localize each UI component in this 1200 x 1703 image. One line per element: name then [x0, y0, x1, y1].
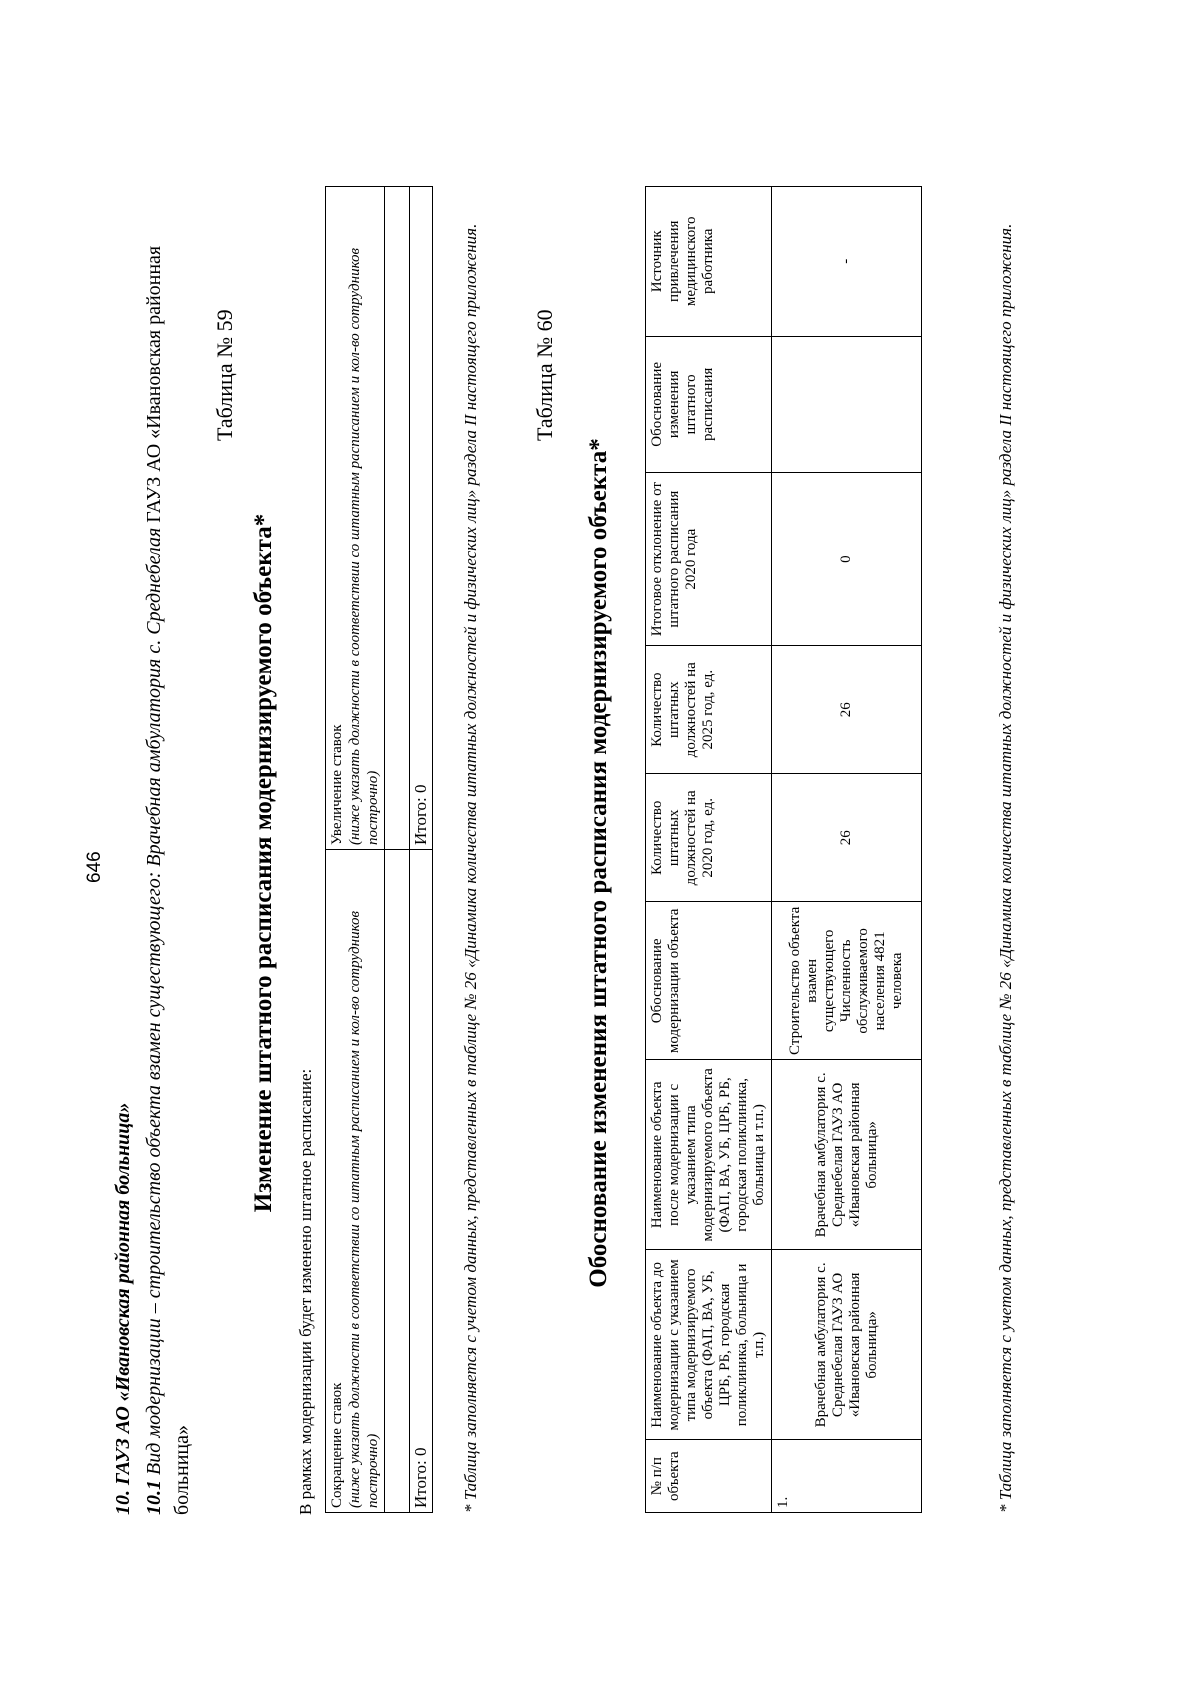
subheading-rest: ГАУЗ АО «Ивановская районная больница»	[143, 245, 193, 1515]
increase-header: Увеличение ставок	[329, 724, 345, 845]
increase-header-cell	[326, 187, 385, 850]
col-header-number: № п/п объекта	[646, 1440, 772, 1513]
table59-intro: В рамках модернизации будет изменено штатное расписание:	[296, 1068, 315, 1515]
col-header-staff-2025: Количество штатных должностей на 2025 год, ед.	[646, 646, 772, 774]
col-header-name-after: Наименование объекта после модернизации с указанием типа модернизируемого объекта (ФАП, ВА, УБ, ЦРБ, РБ, городская поликлиника, больница и т.п.)	[646, 1060, 772, 1250]
cell-source: -	[772, 187, 922, 337]
increase-note: (ниже указать должности в соответствии со штатным расписанием и кол-во сотрудников построчно)	[347, 247, 381, 845]
cell-name-before: Врачебная амбулатория с. Среднебелая ГАУЗ АО «Ивановская районная больница»	[772, 1250, 922, 1440]
increase-total: Итого: 0	[410, 187, 433, 850]
page-number: 646	[84, 851, 105, 883]
cell-deviation: 0	[772, 473, 922, 646]
subheading-italic: Вид модернизации – строительство объекта взамен существующего: Врачебная амбулатория с. Среднебелая	[143, 527, 165, 1480]
table-row	[410, 187, 433, 1513]
empty-cell	[385, 187, 410, 850]
col-header-justification: Обоснование модернизации объекта	[646, 902, 772, 1060]
section-heading: 10. ГАУЗ АО «Ивановская районная больница»	[112, 1102, 134, 1515]
empty-cell	[385, 850, 410, 1513]
reduction-total: Итого: 0	[410, 850, 433, 1513]
table59-footnote: * Таблица заполняется с учетом данных, представленных в таблице № 26 «Динамика количества штатных должностей и физических лиц» раздела II настоящего приложения.	[461, 223, 480, 1513]
cell-name-after: Врачебная амбулатория с. Среднебелая ГАУЗ АО «Ивановская районная больница»	[772, 1060, 922, 1250]
table-header-row	[646, 187, 772, 1513]
staffing-justification-table	[645, 186, 922, 1513]
staffing-change-table	[325, 186, 433, 1513]
table59-title: Изменение штатного расписания модернизируемого объекта*	[250, 513, 277, 1213]
cell-justification: Строительство объекта взамен существующего Численность обслуживаемого населения 4821 человека	[772, 902, 922, 1060]
subheading-number: 10.1	[143, 1480, 165, 1515]
col-header-staff-2020: Количество штатных должностей на 2020 год, ед.	[646, 774, 772, 902]
section-subheading	[140, 185, 196, 1515]
table60-title: Обоснование изменения штатного расписания модернизируемого объекта*	[585, 438, 612, 1288]
col-header-source: Источник привлечения медицинского работника	[646, 187, 772, 337]
reduction-header-cell	[326, 850, 385, 1513]
reduction-note: (ниже указать должности в соответствии со штатным расписанием и кол-во сотрудников построчно)	[347, 910, 381, 1508]
cell-staff-2020: 26	[772, 774, 922, 902]
cell-number: 1.	[772, 1440, 922, 1513]
table60-caption: Таблица № 60	[532, 309, 557, 441]
table60-footnote: * Таблица заполняется с учетом данных, представленных в таблице № 26 «Динамика количества штатных должностей и физических лиц» раздела II настоящего приложения.	[996, 223, 1015, 1513]
table59-caption: Таблица № 59	[212, 309, 237, 441]
table-row	[326, 187, 385, 1513]
col-header-deviation: Итоговое отклонение от штатного расписания 2020 года	[646, 473, 772, 646]
cell-staff-2025: 26	[772, 646, 922, 774]
cell-change-reason	[772, 336, 922, 473]
col-header-name-before: Наименование объекта до модернизации с указанием типа модернизируемого объекта (ФАП, ВА, УБ, ЦРБ, РБ, городская поликлиника, больница и т.п.)	[646, 1250, 772, 1440]
reduction-header: Сокращение ставок	[329, 1382, 345, 1508]
col-header-change-reason: Обоснование изменения штатного расписания	[646, 336, 772, 473]
table-row	[385, 187, 410, 1513]
table-row	[772, 187, 922, 1513]
